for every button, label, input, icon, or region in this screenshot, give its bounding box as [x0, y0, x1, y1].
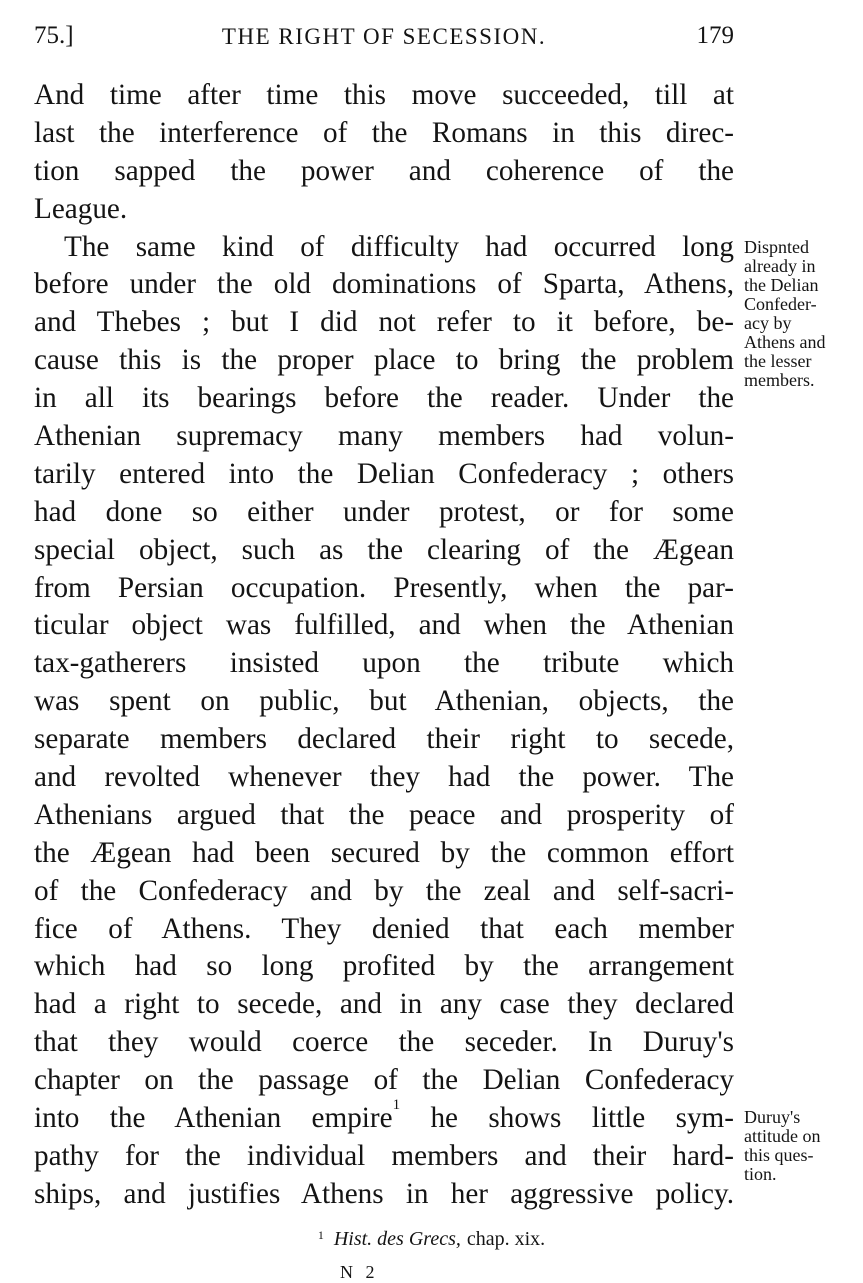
text-line: from Persian occupation. Presently, when the par-	[34, 571, 734, 604]
text-line: had a right to secede, and in any case they declared	[34, 988, 734, 1021]
margin-note-line: this ques-	[744, 1145, 814, 1165]
line-text: into the Athenian empire	[34, 1102, 393, 1135]
text-line: tion sapped the power and coherence of the	[34, 154, 734, 187]
margin-note-line: attitude on	[744, 1126, 821, 1146]
text-line: fice of Athens. They denied that each member	[34, 912, 734, 945]
margin-note-line: Athens and	[744, 332, 826, 352]
margin-note-line: the Delian	[744, 275, 819, 295]
signature-mark: N 2	[340, 1262, 379, 1282]
line-text: he shows little sym-	[400, 1102, 734, 1135]
margin-note-line: acy by	[744, 313, 792, 333]
footnote	[0, 1228, 863, 1251]
text-line: and revolted whenever they had the power. The	[34, 761, 734, 794]
page-number: 179	[696, 22, 734, 49]
text-line: cause this is the proper place to bring the problem	[34, 344, 734, 377]
margin-note-disputed	[744, 238, 860, 390]
margin-note-line: Confeder-	[744, 294, 817, 314]
text-line: ticular object was fulfilled, and when the Athenian	[34, 609, 734, 642]
margin-note-line: members.	[744, 370, 815, 390]
text-line: before under the old dominations of Sparta, Athens,	[34, 268, 734, 301]
footnote-marker: 1	[392, 1097, 401, 1114]
text-line: chapter on the passage of the Delian Confederacy	[34, 1064, 734, 1097]
text-line: that they would coerce the seceder. In Duruy's	[34, 1026, 734, 1059]
text-line: And time after time this move succeeded, till at	[34, 79, 734, 111]
text-line: special object, such as the clearing of the Ægean	[34, 533, 734, 566]
text-line-with-footnote	[34, 1097, 734, 1138]
running-title: THE RIGHT OF SECESSION.	[221, 24, 547, 49]
text-line: Athenian supremacy many members had volun-	[34, 420, 734, 453]
section-reference: 75.]	[34, 22, 74, 49]
text-line: tarily entered into the Delian Confederacy ; others	[34, 457, 734, 490]
text-line: tax-gatherers insisted upon the tribute which	[34, 647, 734, 680]
text-line: of the Confederacy and by the zeal and self-sacri-	[34, 874, 734, 907]
margin-note-line: Duruy's	[744, 1107, 801, 1127]
text-line: the Ægean had been secured by the common effort	[34, 836, 734, 869]
text-line: which had so long profited by the arrangement	[34, 950, 734, 983]
running-header	[34, 22, 734, 58]
text-line: had done so either under protest, or for some	[34, 495, 734, 528]
text-line: ships, and justifies Athens in her aggressive policy.	[34, 1177, 734, 1210]
text-line: last the interference of the Romans in this direc-	[34, 116, 734, 149]
footnote-number: 1	[317, 1228, 324, 1242]
text-line: separate members declared their right to secede,	[34, 723, 734, 756]
text-line: League.	[34, 192, 128, 225]
text-line: in all its bearings before the reader. Under the	[34, 382, 734, 415]
margin-note-line: Dispnted	[744, 237, 809, 257]
text-line: pathy for the individual members and their hard-	[34, 1139, 734, 1172]
margin-note-line: already in	[744, 256, 816, 276]
text-line: and Thebes ; but I did not refer to it before, be-	[34, 306, 734, 339]
footnote-title: Hist. des Grecs,	[333, 1228, 461, 1250]
margin-note-duruy	[744, 1108, 860, 1184]
text-line: Athenians argued that the peace and prosperity of	[34, 798, 734, 831]
margin-note-line: the lesser	[744, 351, 812, 371]
text-line: was spent on public, but Athenian, objects, the	[34, 685, 734, 718]
text-line: The same kind of difficulty had occurred long	[64, 230, 734, 263]
footnote-text: chap. xix.	[466, 1228, 546, 1250]
body-text	[34, 77, 734, 1214]
margin-note-line: tion.	[744, 1164, 777, 1184]
